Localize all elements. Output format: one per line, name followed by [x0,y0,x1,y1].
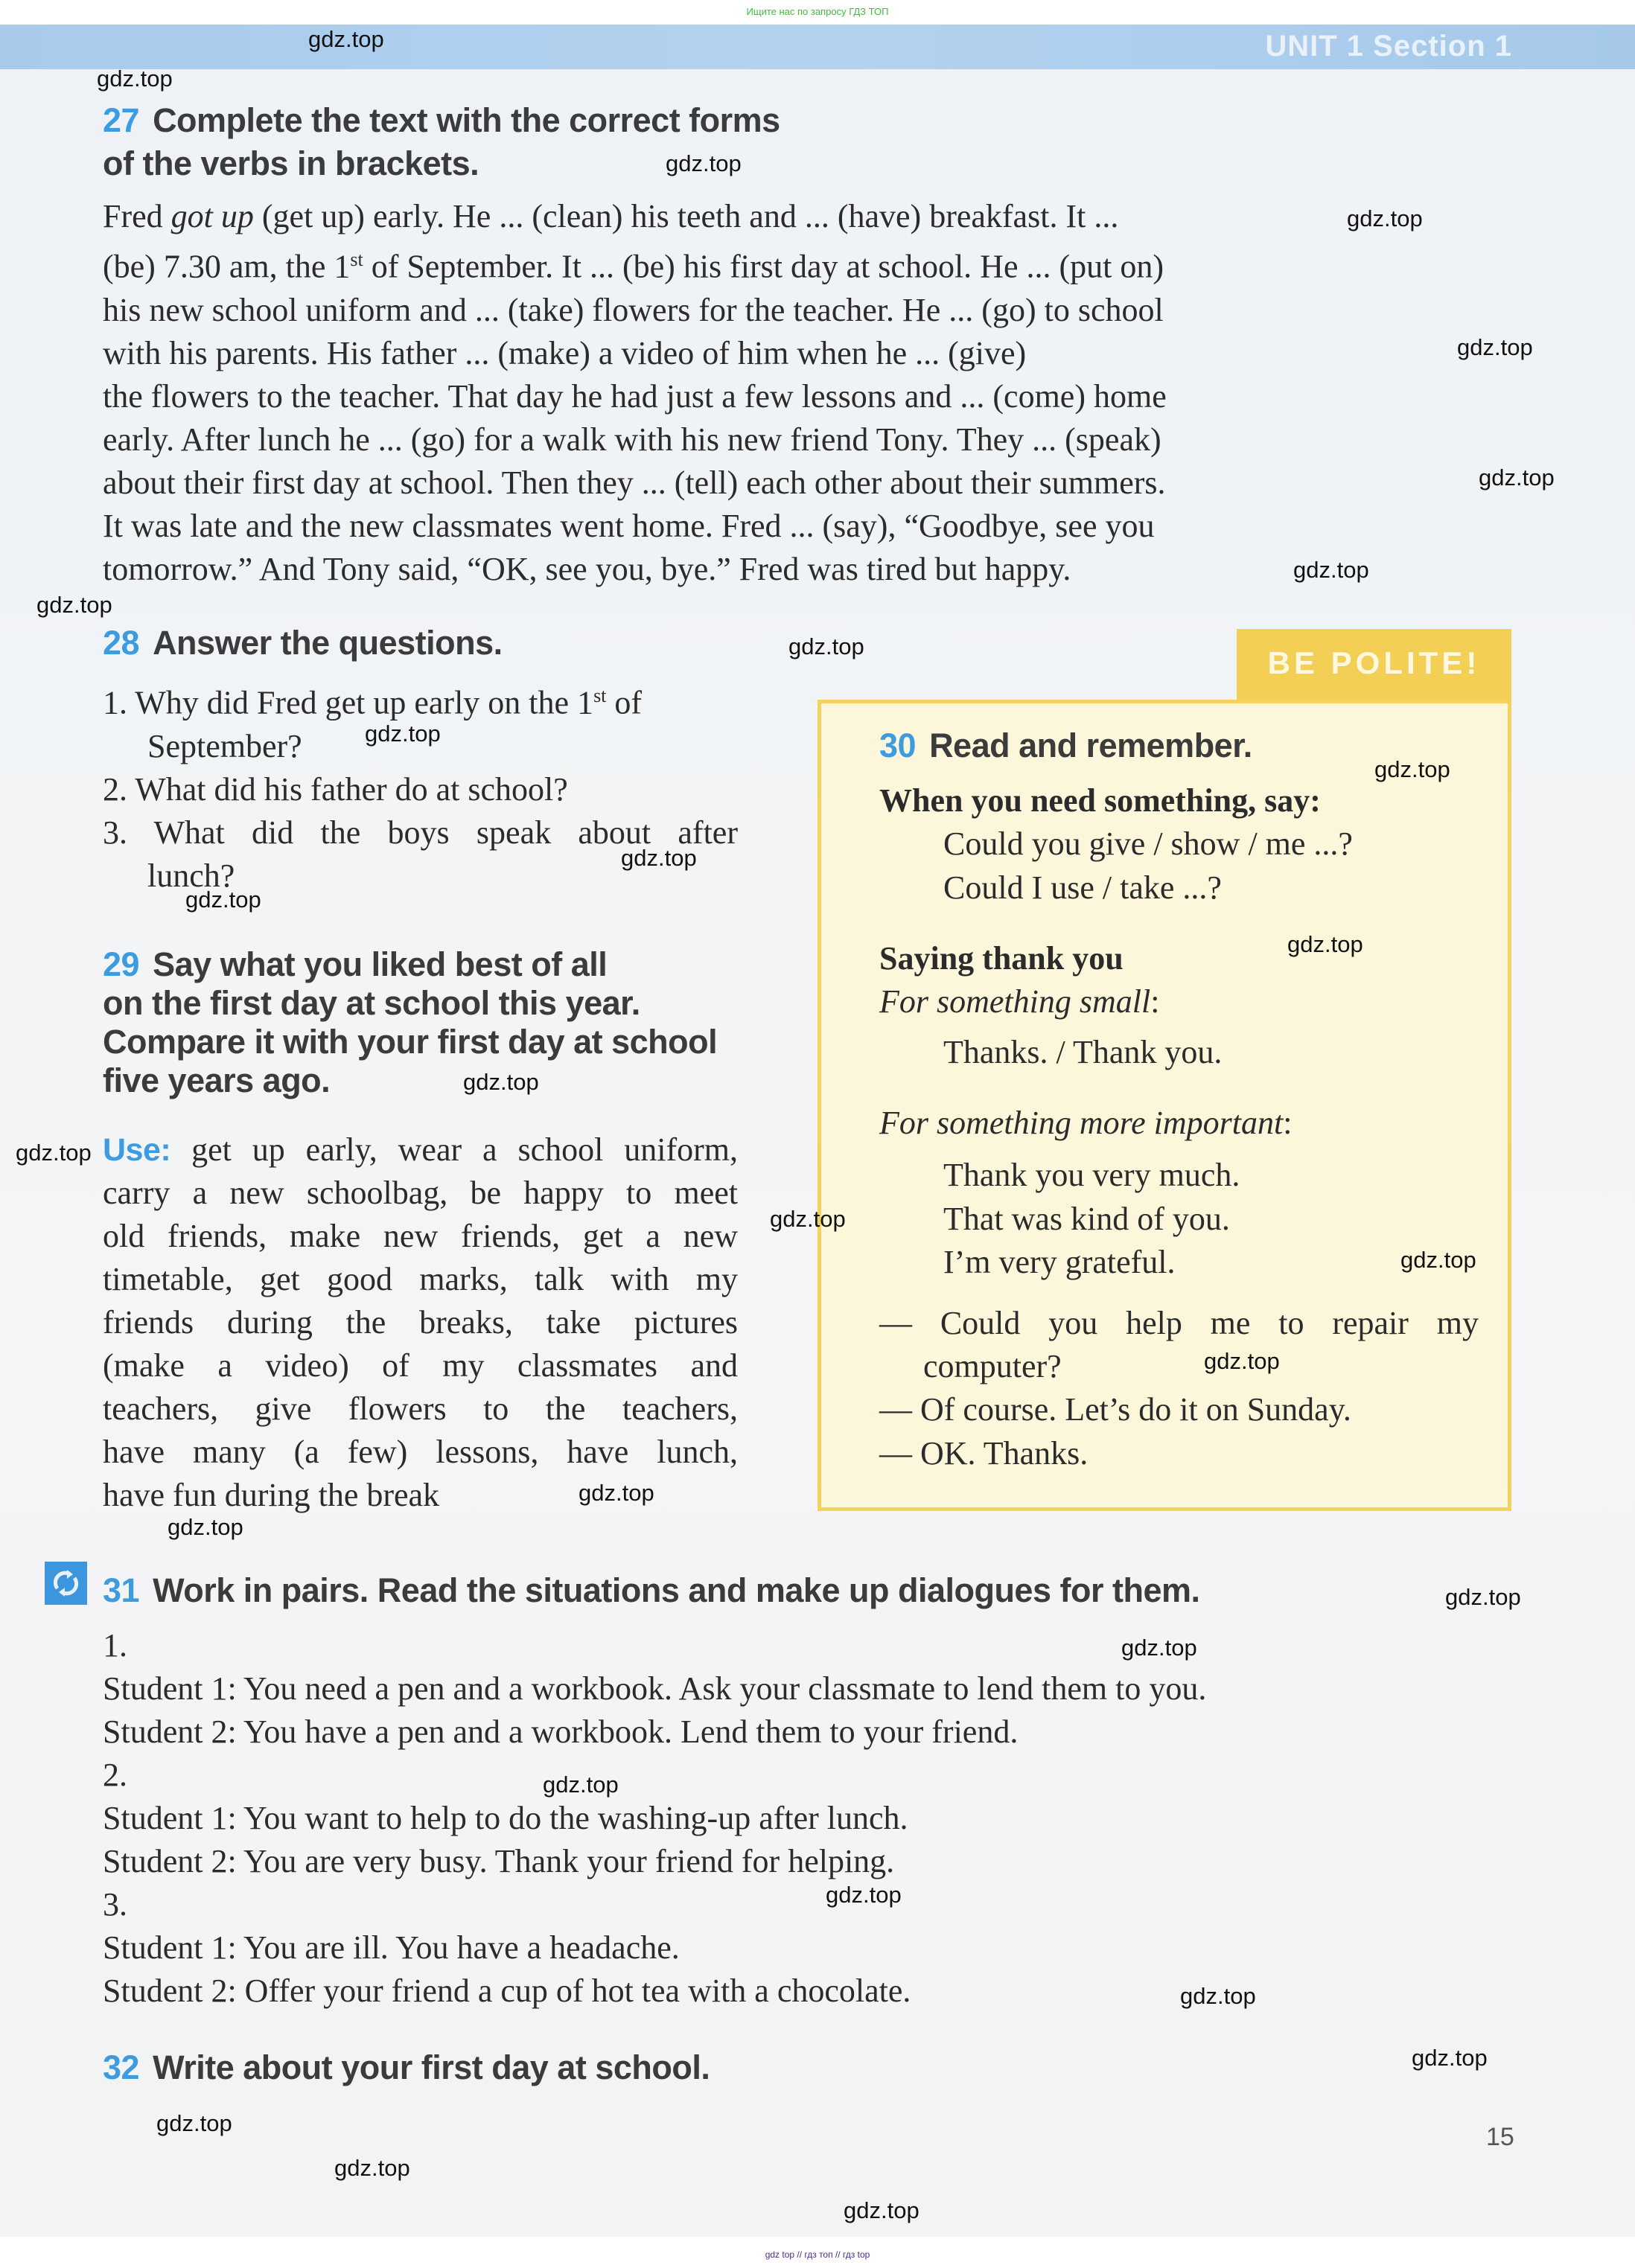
watermark: gdz.top [16,1140,92,1166]
watermark: gdz.top [1121,1635,1197,1661]
watermark: gdz.top [1180,1983,1256,2009]
watermark: gdz.top [826,1882,902,1908]
ex28-title: 28 Answer the questions. [103,624,503,662]
watermark: gdz.top [1204,1348,1280,1374]
unit-label: UNIT 1 Section 1 [1265,30,1512,63]
exercise-number: 27 [103,101,140,139]
watermark: gdz.top [365,721,441,747]
watermark: gdz.top [1347,205,1423,231]
thanks-phrase: Thanks. / Thank you. [943,1034,1223,1070]
need-phrase: Could you give / show / me ...? [943,825,1353,862]
dialogue-line: — OK. Thanks. [879,1435,1089,1472]
page-number: 15 [1486,2123,1514,2151]
ex27-title-line1: 27 Complete the text with the correct forms [103,101,780,139]
dialogue-line: — Of course. Let’s do it on Sunday. [879,1391,1351,1428]
watermark: gdz.top [770,1206,846,1232]
need-heading: When you need something, say: [879,782,1321,819]
watermark: gdz.top [579,1480,654,1506]
ex29-title: 29 Say what you liked best of all on the first day at school this year. Compare it with your first day at school five years ago. [103,945,718,1099]
watermark: gdz.top [185,887,261,913]
thanks-heading: Saying thank you [879,940,1124,977]
thanks-phrase: That was kind of you. [943,1201,1230,1237]
ex28-questions: 1. Why did Fred get up early on the 1st of September? 2. What did his father do at school? 3. What did the boys speak about after lunch? [103,684,738,894]
watermark: gdz.top [36,592,112,618]
dialogue-line: computer? [923,1348,1062,1384]
dialogue-line: — Could you help me to repair my [879,1305,1479,1341]
watermark: gdz.top [1412,2045,1488,2071]
watermark: gdz.top [97,66,173,92]
watermark: gdz.top [666,150,742,176]
watermark: gdz.top [308,26,384,52]
thanks-phrase: I’m very grateful. [943,1244,1176,1280]
top-note: Ищите нас по запросу ГДЗ ТОП [746,6,889,17]
be-polite-tab: BE POLITE! [1237,629,1511,701]
ex30-title: 30 Read and remember. [879,726,1252,764]
ex32-title: 32 Write about your first day at school. [103,2048,710,2086]
watermark: gdz.top [156,2110,232,2136]
ex29-use-list: Use: get up early, wear a school uniform, carry a new schoolbag, be happy to meet old friends, make new friends, get a new timetable, get good marks, talk with my friends during the breaks, take pictures (make a video) of my classmates and teachers, give flowers to the teachers, have many (a few) lessons, have lunch, have fun during the break [103,1131,738,1513]
watermark: gdz.top [168,1514,243,1540]
watermark: gdz.top [334,2155,410,2181]
watermark: gdz.top [844,2197,920,2223]
ex31-situations: 1. Student 1: You need a pen and a workbook. Ask your classmate to lend them to you. Student 2: You have a pen and a workbook. Lend them to your friend. 2. Student 1: You want to help to do the washing-up after lunch. Student 2: You are very busy. Thank your friend for helping. 3. Student 1: You are ill. You have a headache. Student 2: Offer your friend a cup of hot tea with a chocolate. [103,1627,1207,2009]
small-label: For something small: [879,983,1160,1020]
pair-work-icon [45,1562,87,1605]
watermark: gdz.top [463,1069,539,1095]
watermark: gdz.top [788,633,864,659]
watermark: gdz.top [1293,557,1369,583]
thanks-phrase: Thank you very much. [943,1157,1240,1193]
need-phrase: Could I use / take ...? [943,869,1222,906]
important-label: For something more important: [879,1105,1293,1141]
watermark: gdz.top [1457,334,1533,360]
watermark: gdz.top [1400,1247,1476,1273]
footer-links: gdz top // гдз топ // гдз top [765,2249,870,2260]
watermark: gdz.top [1445,1584,1521,1610]
ex31-title: 31 Work in pairs. Read the situations and make up dialogues for them. [103,1571,1200,1609]
watermark: gdz.top [1479,464,1555,491]
watermark: gdz.top [543,1772,619,1798]
watermark: gdz.top [1374,756,1450,782]
ex27-title-line2: of the verbs in brackets. [103,144,479,182]
watermark: gdz.top [621,845,697,871]
watermark: gdz.top [1287,931,1363,957]
ex27-text: Fred got up (get up) early. He ... (clean) his teeth and ... (have) breakfast. It ... (be) 7.30 am, the 1st of September. It ... (be) his first day at school. He ... (put on) his new school uniform and ... (take) flowers for the teacher. He ... (go) to school with his parents. His father ... (make) a video of him when he ... (give) the flowers to the teacher. That day he had just a few lessons and ... (come) home early. After lunch he ... (go) for a walk with his new friend Tony. They ... (speak) about their first day at school. Then they ... (tell) each other about their summers. It was late and the new classmates went home. Fred ... (say), “Goodbye, see you tomorrow.” And Tony said, “OK, see you, bye.” Fred was tired but happy. [103,198,1167,587]
